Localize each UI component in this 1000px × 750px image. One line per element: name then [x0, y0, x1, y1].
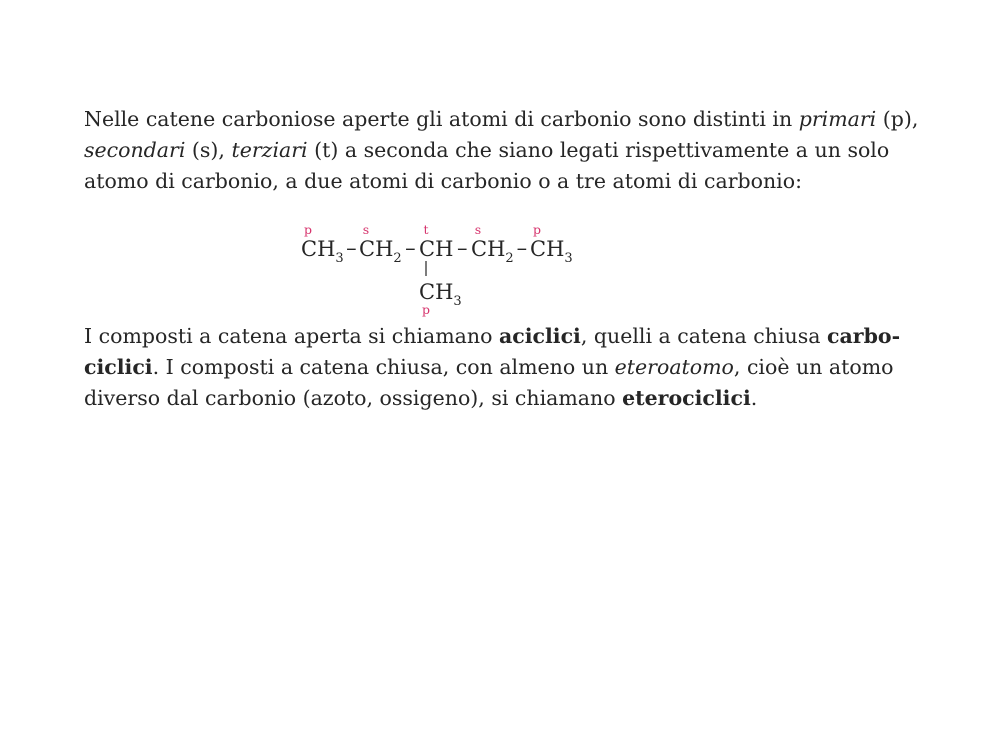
paragraph-line [84, 352, 894, 383]
branch-subscript: 3 [453, 294, 462, 309]
group-5: CH [530, 237, 565, 261]
group-2: CH [359, 237, 394, 261]
term-aciclici: aciclici [498, 324, 581, 348]
text-run: Nelle catene carboniose aperte gli atomi di carbonio sono distinti in [84, 107, 799, 131]
term-terziari: terziari [231, 138, 308, 162]
text-run: , quelli a catena chiusa [580, 324, 827, 348]
term-eteroatomo: eteroatomo [614, 355, 734, 379]
carbon-label-1: p [303, 222, 313, 237]
paragraph-line [84, 321, 901, 352]
bond-3: – [456, 236, 468, 260]
bond-2: – [405, 236, 416, 260]
text-run: (p), [876, 107, 919, 131]
text-run: . [750, 386, 758, 410]
subscript-2: 2 [393, 251, 402, 266]
term-eterociclici: eterociclici [622, 386, 751, 410]
text-run: I composti a catena aperta si chiamano [84, 324, 499, 348]
term-secondari: secondari [84, 138, 186, 162]
text-run: diverso dal carbonio (azoto, ossigeno), si chiamano [84, 386, 623, 410]
text-run: . I composti a catena chiusa, con almeno un [152, 355, 615, 379]
term-carbociclici-part2: ciclici [84, 355, 153, 379]
paragraph-cyclic-compounds [84, 321, 901, 414]
term-carbociclici-part1: carbo- [827, 324, 901, 348]
carbon-label-2: s [362, 222, 370, 237]
bond-4: – [516, 236, 528, 260]
term-primari: primari [798, 107, 877, 131]
carbon-label-4: s [474, 222, 482, 237]
text-run: (t) a seconda che siano legati rispettivamente a un solo [307, 138, 890, 162]
subscript-1: 3 [335, 251, 344, 266]
text-run: atomo di carbonio, a due atomi di carbonio o a tre atomi di carbonio: [84, 169, 802, 193]
bond-1: – [346, 236, 357, 260]
carbon-label-5: p [532, 222, 542, 237]
branch-carbon-label: p [421, 302, 431, 317]
carbon-label-3: t [423, 222, 429, 237]
paragraph-line [84, 383, 824, 414]
formula-drawing [0, 0, 1000, 320]
structural-formula [0, 0, 1000, 320]
group-4: CH [471, 237, 506, 261]
group-1: CH [301, 237, 336, 261]
branch-group: CH [419, 280, 454, 304]
group-3: CH [419, 237, 454, 261]
text-run: , cioè un atomo [733, 355, 894, 379]
text-run: (s), [185, 138, 232, 162]
subscript-5: 3 [564, 251, 573, 266]
subscript-4: 2 [505, 251, 514, 266]
